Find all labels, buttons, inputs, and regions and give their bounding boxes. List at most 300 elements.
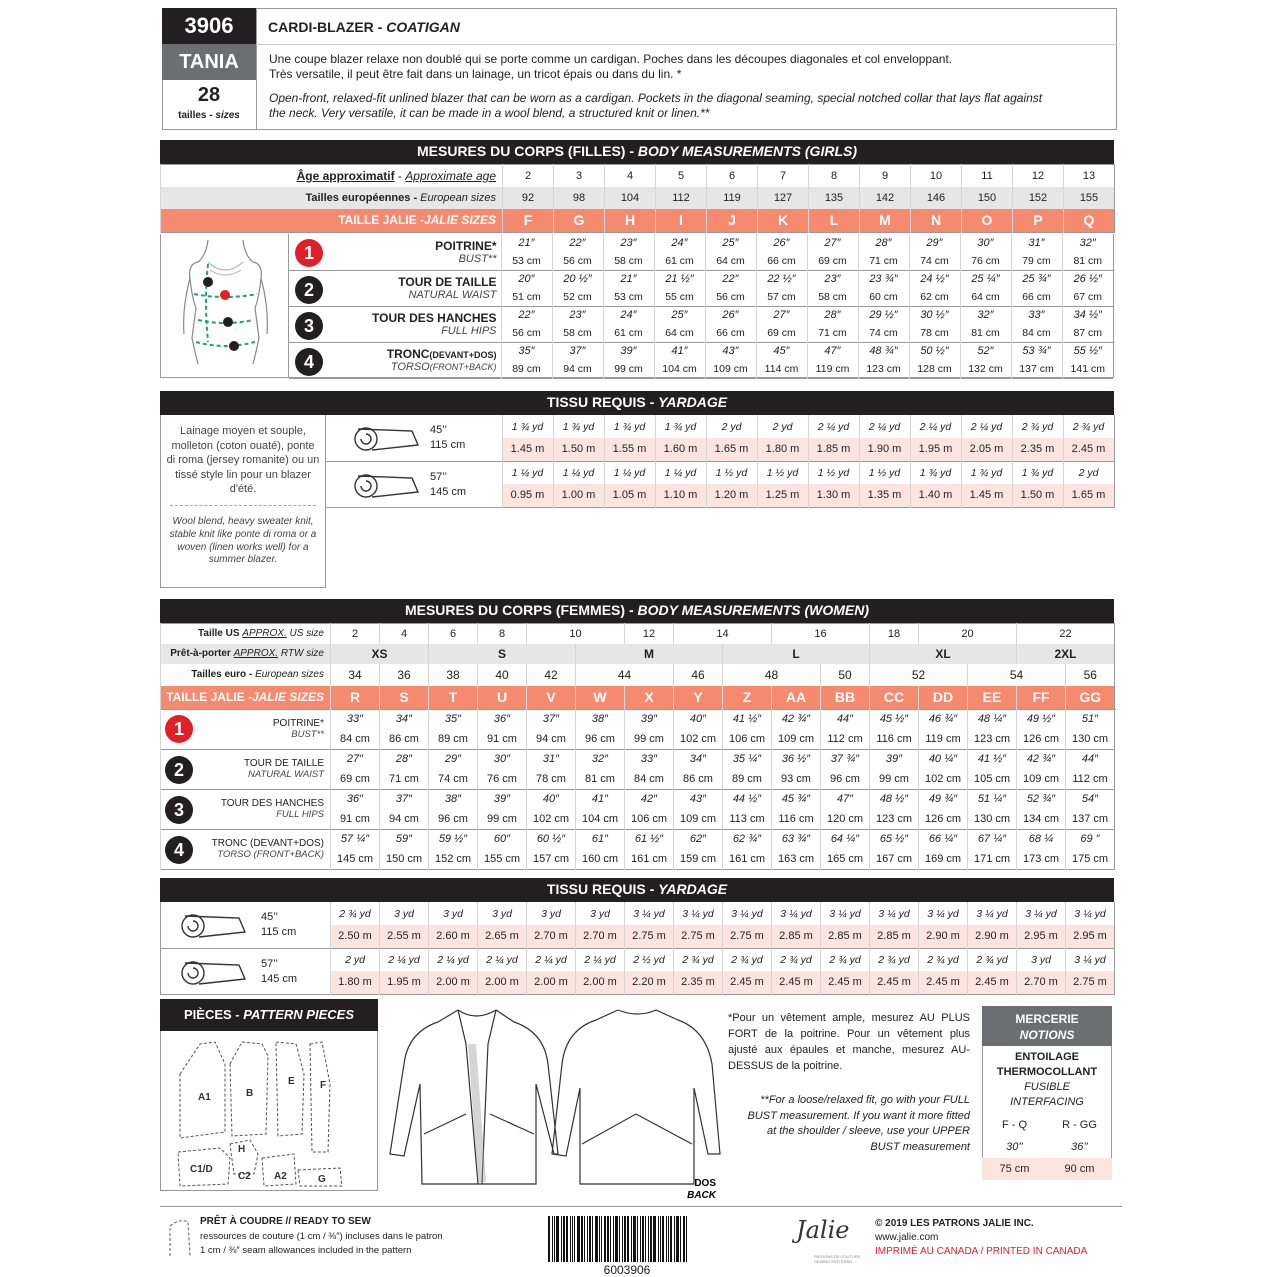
measure-cm: 87 cm bbox=[1062, 324, 1113, 342]
measure-inches: 26″ bbox=[756, 234, 807, 252]
measure-cm: 71 cm bbox=[858, 252, 909, 270]
measure-inches: 48 ¼″ bbox=[968, 709, 1017, 729]
website[interactable]: www.jalie.com bbox=[875, 1232, 939, 1243]
measure-inches: 38″ bbox=[576, 709, 625, 729]
measure-inches: 55 ½″ bbox=[1062, 342, 1113, 360]
measure-cm: 130 cm bbox=[1066, 729, 1115, 749]
eu-size: 50 bbox=[821, 664, 870, 686]
measure-inches: 44 ½″ bbox=[723, 789, 772, 809]
yardage-meters: 2.60 m bbox=[429, 925, 478, 948]
yardage-meters: 2.55 m bbox=[380, 925, 429, 948]
copyright: © 2019 LES PATRONS JALIE INC. bbox=[875, 1218, 1034, 1229]
measure-cm: 86 cm bbox=[380, 729, 429, 749]
measure-inches: 30 ½″ bbox=[909, 306, 960, 324]
measure-inches: 49 ½″ bbox=[1017, 709, 1066, 729]
measure-inches: 47″ bbox=[821, 789, 870, 809]
girls-measurements-bar: MESURES DU CORPS (FILLES) - BODY MEASUREMENTS (GIRLS) bbox=[160, 140, 1114, 164]
measure-cm: 66 cm bbox=[756, 252, 807, 270]
yardage-meters: 1.35 m bbox=[859, 484, 910, 507]
measure-inches: 21″ bbox=[603, 270, 654, 288]
measure-number-icon: 4 bbox=[295, 348, 323, 376]
us-size: 8 bbox=[478, 624, 527, 644]
fabric-width: 57’’ 145 cm bbox=[161, 948, 331, 994]
measure-inches: 36 ½″ bbox=[772, 749, 821, 769]
description-en: Open-front, relaxed-fit unlined blazer that can be worn as a cardigan. Pockets in the diagonal seaming, special notched collar that lays flat against the neck. Very versatile, it can be made in a wool blend, a structured knit or linen.** bbox=[269, 91, 1043, 120]
rtw-size: 2XL bbox=[1017, 644, 1115, 664]
seam-allowance-fr: ressources de couture (1 cm / ⅜″) incluses dans le patron bbox=[200, 1231, 443, 1242]
yardage-meters: 2.45 m bbox=[870, 971, 919, 994]
measure-cm: 150 cm bbox=[380, 849, 429, 869]
measure-inches: 36″ bbox=[478, 709, 527, 729]
jalie-size: FF bbox=[1017, 686, 1066, 710]
yardage-yards: 2 ¼ yd bbox=[910, 415, 961, 438]
measure-inches: 22″ bbox=[705, 270, 756, 288]
yardage-meters: 2.05 m bbox=[961, 438, 1012, 461]
piece-label-e: E bbox=[288, 1076, 295, 1087]
eu-size: 34 bbox=[331, 664, 380, 686]
measure-cm: 109 cm bbox=[1017, 769, 1066, 789]
measure-inches: 45 ½″ bbox=[870, 709, 919, 729]
size-row-label: Taille US APPROX. US size bbox=[161, 624, 331, 644]
fabric-note-en: Wool blend, heavy sweater knit, stable knit like ponte di roma or a woven (linen works well) for a summer blazer. bbox=[169, 516, 317, 566]
measure-cm: 159 cm bbox=[674, 849, 723, 869]
us-size: 20 bbox=[919, 624, 1017, 644]
fit-note-en: **For a loose/relaxed fit, go with your FULL BUST measurement. If you want it more fitted at the shoulder / sleeve, use your UPPER BUST measurement bbox=[747, 1094, 970, 1153]
measure-cm: 62 cm bbox=[909, 288, 960, 306]
measure-cm: 137 cm bbox=[1011, 360, 1062, 378]
measure-cm: 137 cm bbox=[1066, 809, 1115, 829]
measure-cm: 57 cm bbox=[756, 288, 807, 306]
measure-cm: 114 cm bbox=[756, 360, 807, 378]
measure-cm: 91 cm bbox=[478, 729, 527, 749]
girls-yardage-table bbox=[326, 415, 1115, 508]
measure-inches: 28″ bbox=[380, 749, 429, 769]
yardage-meters: 1.00 m bbox=[553, 484, 604, 507]
measure-cm: 74 cm bbox=[909, 252, 960, 270]
measure-inches: 28″ bbox=[807, 306, 858, 324]
yardage-yards: 2 ¼ yd bbox=[527, 948, 576, 971]
measure-inches: 43″ bbox=[705, 342, 756, 360]
measure-cm: 109 cm bbox=[674, 809, 723, 829]
measure-inches: 42 ¾″ bbox=[772, 709, 821, 729]
barcode bbox=[548, 1216, 706, 1262]
yardage-meters: 1.90 m bbox=[859, 438, 910, 461]
yardage-meters: 2.75 m bbox=[625, 925, 674, 948]
fabric-roll-icon bbox=[179, 912, 249, 940]
yardage-yards: 3 ¼ yd bbox=[1066, 948, 1115, 971]
jalie-size: S bbox=[380, 686, 429, 710]
measure-cm: 120 cm bbox=[821, 809, 870, 829]
measure-inches: 22″ bbox=[501, 306, 552, 324]
eu-size: 44 bbox=[576, 664, 674, 686]
measure-cm: 55 cm bbox=[654, 288, 705, 306]
measure-inches: 39″ bbox=[625, 709, 674, 729]
measure-inches: 24 ½″ bbox=[909, 270, 960, 288]
measure-cm: 109 cm bbox=[705, 360, 756, 378]
fabric-roll-icon bbox=[179, 959, 249, 987]
yardage-meters: 2.00 m bbox=[576, 971, 625, 994]
yardage-yards: 3 ¼ yd bbox=[1017, 902, 1066, 925]
us-size: 18 bbox=[870, 624, 919, 644]
back-label: DOS bbox=[694, 1178, 716, 1189]
fabric-width: 57’’ 145 cm bbox=[326, 461, 502, 507]
measure-cm: 123 cm bbox=[858, 360, 909, 378]
measure-inches: 60 ½″ bbox=[527, 829, 576, 849]
yardage-meters: 1.60 m bbox=[655, 438, 706, 461]
jalie-size: Z bbox=[723, 686, 772, 710]
measure-inches: 49 ¾″ bbox=[919, 789, 968, 809]
measure-cm: 102 cm bbox=[674, 729, 723, 749]
yardage-yards: 3 yd bbox=[1017, 948, 1066, 971]
measure-inches: 21 ½″ bbox=[654, 270, 705, 288]
measure-cm: 64 cm bbox=[960, 288, 1011, 306]
piece-label-h: H bbox=[238, 1144, 246, 1155]
measure-cm: 99 cm bbox=[870, 769, 919, 789]
measure-inches: 25″ bbox=[654, 306, 705, 324]
measure-label: 1 POITRINE* BUST** bbox=[289, 234, 501, 270]
yardage-yards: 3 ¼ yd bbox=[674, 902, 723, 925]
girls-measurements-table bbox=[289, 234, 1113, 379]
measure-cm: 116 cm bbox=[772, 809, 821, 829]
measure-cm: 71 cm bbox=[380, 769, 429, 789]
yardage-meters: 2.45 m bbox=[1063, 438, 1114, 461]
eu-size: 56 bbox=[1066, 664, 1115, 686]
eu-size: 38 bbox=[429, 664, 478, 686]
measure-inches: 45 ¾″ bbox=[772, 789, 821, 809]
measure-cm: 74 cm bbox=[429, 769, 478, 789]
yardage-yards: 1 ½ yd bbox=[757, 461, 808, 484]
measure-inches: 52 ¾″ bbox=[1017, 789, 1066, 809]
measure-cm: 173 cm bbox=[1017, 849, 1066, 869]
yardage-meters: 1.65 m bbox=[1063, 484, 1114, 507]
measure-inches: 43″ bbox=[674, 789, 723, 809]
measure-inches: 33″ bbox=[1011, 306, 1062, 324]
yardage-yards: 2 ¼ yd bbox=[859, 415, 910, 438]
measure-inches: 41 ½″ bbox=[968, 749, 1017, 769]
measure-cm: 161 cm bbox=[625, 849, 674, 869]
measure-inches: 31″ bbox=[527, 749, 576, 769]
measure-cm: 76 cm bbox=[478, 769, 527, 789]
piece-label-a2: A2 bbox=[274, 1171, 287, 1182]
yardage-yards: 3 yd bbox=[429, 902, 478, 925]
yardage-yards: 1 ¾ yd bbox=[655, 415, 706, 438]
measure-cm: 94 cm bbox=[380, 809, 429, 829]
measure-cm: 119 cm bbox=[919, 729, 968, 749]
women-measurements-bar: MESURES DU CORPS (FEMMES) - BODY MEASUREMENTS (WOMEN) bbox=[160, 599, 1114, 623]
measure-cm: 71 cm bbox=[807, 324, 858, 342]
measure-number-icon: 2 bbox=[295, 276, 323, 304]
yardage-yards: 3 ¼ yd bbox=[919, 902, 968, 925]
measure-cm: 69 cm bbox=[756, 324, 807, 342]
measure-inches: 34″ bbox=[380, 709, 429, 729]
measure-inches: 39″ bbox=[870, 749, 919, 769]
jalie-size: BB bbox=[821, 686, 870, 710]
us-size: 12 bbox=[625, 624, 674, 644]
yardage-yards: 3 yd bbox=[527, 902, 576, 925]
pattern-name: TANIA bbox=[162, 44, 256, 80]
eu-size: 42 bbox=[527, 664, 576, 686]
measure-inches: 54″ bbox=[1066, 789, 1115, 809]
measure-cm: 61 cm bbox=[603, 324, 654, 342]
yardage-meters: 2.70 m bbox=[576, 925, 625, 948]
jalie-size: R bbox=[331, 686, 380, 710]
piece-label-g: G bbox=[318, 1174, 326, 1185]
measure-cm: 155 cm bbox=[478, 849, 527, 869]
yardage-yards: 2 yd bbox=[331, 948, 380, 971]
rtw-size: S bbox=[429, 644, 576, 664]
measure-cm: 128 cm bbox=[909, 360, 960, 378]
measure-cm: 81 cm bbox=[576, 769, 625, 789]
fit-note-fr: *Pour un vêtement ample, mesurez AU PLUS FORT de la poitrine. Pour un vêtement plus ajusté aux épaules et manche, mesurez AU-DESSUS de la poitrine. bbox=[728, 1012, 970, 1072]
yardage-meters: 2.50 m bbox=[331, 925, 380, 948]
measure-cm: 105 cm bbox=[968, 769, 1017, 789]
measure-cm: 79 cm bbox=[1011, 252, 1062, 270]
measure-cm: 74 cm bbox=[858, 324, 909, 342]
rtw-size: XL bbox=[870, 644, 1017, 664]
measure-inches: 40″ bbox=[674, 709, 723, 729]
seam-allowance-icon bbox=[166, 1216, 194, 1260]
jalie-size: Y bbox=[674, 686, 723, 710]
measure-cm: 96 cm bbox=[576, 729, 625, 749]
measure-inches: 66 ¼″ bbox=[919, 829, 968, 849]
yardage-yards: 1 ½ yd bbox=[859, 461, 910, 484]
yardage-meters: 1.85 m bbox=[808, 438, 859, 461]
yardage-yards: 1 ¾ yd bbox=[910, 461, 961, 484]
measure-label: 4 TRONC(DEVANT+DOS) TORSO(FRONT+BACK) bbox=[289, 342, 501, 378]
yardage-meters: 1.30 m bbox=[808, 484, 859, 507]
measure-cm: 161 cm bbox=[723, 849, 772, 869]
piece-label-f: F bbox=[320, 1080, 327, 1091]
yardage-yards: 2 ¾ yd bbox=[331, 902, 380, 925]
yardage-yards: 3 ¼ yd bbox=[772, 902, 821, 925]
measure-inches: 40″ bbox=[527, 789, 576, 809]
measure-inches: 28″ bbox=[858, 234, 909, 252]
measure-inches: 63 ¾″ bbox=[772, 829, 821, 849]
measure-inches: 53 ¾″ bbox=[1011, 342, 1062, 360]
jalie-sizes-label: TAILLE JALIE -JALIE SIZES bbox=[161, 686, 331, 710]
size-row-label: Prêt-à-porter APPROX. RTW size bbox=[161, 644, 331, 664]
measure-cm: 104 cm bbox=[576, 809, 625, 829]
rtw-size: M bbox=[576, 644, 723, 664]
measure-cm: 52 cm bbox=[552, 288, 603, 306]
measure-label: 1 POITRINE* BUST** bbox=[161, 709, 331, 749]
piece-label-a1: A1 bbox=[198, 1092, 211, 1103]
eu-size: 52 bbox=[870, 664, 968, 686]
notions-title: MERCERIE NOTIONS bbox=[982, 1006, 1112, 1046]
measure-cm: 175 cm bbox=[1066, 849, 1115, 869]
measure-cm: 109 cm bbox=[772, 729, 821, 749]
measure-inches: 23″ bbox=[807, 270, 858, 288]
measure-cm: 66 cm bbox=[1011, 288, 1062, 306]
fabric-note-fr: Lainage moyen et souple, molleton (coton ouaté), ponte di roma (jersey romanite) ou un tissé style lin pour un blazer d'été. bbox=[166, 425, 320, 495]
measure-cm: 126 cm bbox=[1017, 729, 1066, 749]
yardage-meters: 1.95 m bbox=[380, 971, 429, 994]
yardage-meters: 2.70 m bbox=[527, 925, 576, 948]
us-size: 2 bbox=[331, 624, 380, 644]
measure-cm: 93 cm bbox=[772, 769, 821, 789]
eu-size: 48 bbox=[723, 664, 821, 686]
measure-cm: 81 cm bbox=[960, 324, 1011, 342]
yardage-yards: 3 yd bbox=[380, 902, 429, 925]
yardage-meters: 1.50 m bbox=[553, 438, 604, 461]
yardage-meters: 2.75 m bbox=[723, 925, 772, 948]
measure-cm: 64 cm bbox=[705, 252, 756, 270]
barcode-number: 6003906 bbox=[603, 1263, 651, 1277]
measure-cm: 119 cm bbox=[807, 360, 858, 378]
measure-cm: 84 cm bbox=[331, 729, 380, 749]
yardage-yards: 2 ¾ yd bbox=[1063, 415, 1114, 438]
measure-inches: 62 ¾″ bbox=[723, 829, 772, 849]
girls-yardage-bar: TISSU REQUIS - YARDAGE bbox=[160, 391, 1114, 415]
yardage-yards: 1 ¾ yd bbox=[1012, 461, 1063, 484]
yardage-yards: 3 ¼ yd bbox=[821, 902, 870, 925]
yardage-meters: 1.05 m bbox=[604, 484, 655, 507]
ready-to-sew: PRÊT À COUDRE // READY TO SEW bbox=[200, 1216, 371, 1227]
measure-number-icon: 2 bbox=[165, 756, 193, 784]
us-size: 6 bbox=[429, 624, 478, 644]
measure-label: 2 TOUR DE TAILLE NATURAL WAIST bbox=[289, 270, 501, 306]
measure-inches: 20 ½″ bbox=[552, 270, 603, 288]
yardage-yards: 3 ¼ yd bbox=[968, 902, 1017, 925]
measure-cm: 99 cm bbox=[478, 809, 527, 829]
measure-cm: 157 cm bbox=[527, 849, 576, 869]
women-size-table bbox=[160, 623, 1115, 710]
yardage-yards: 1 ¾ yd bbox=[604, 415, 655, 438]
yardage-meters: 2.35 m bbox=[1012, 438, 1063, 461]
yardage-yards: 2 ¾ yd bbox=[870, 948, 919, 971]
measure-cm: 86 cm bbox=[674, 769, 723, 789]
jalie-logo: Jalie bbox=[796, 1216, 850, 1244]
yardage-meters: 1.10 m bbox=[655, 484, 706, 507]
jalie-size: V bbox=[527, 686, 576, 710]
measure-inches: 38″ bbox=[429, 789, 478, 809]
measure-inches: 25 ¼″ bbox=[960, 270, 1011, 288]
measure-cm: 126 cm bbox=[919, 809, 968, 829]
measure-inches: 35″ bbox=[429, 709, 478, 729]
yardage-meters: 1.95 m bbox=[910, 438, 961, 461]
measure-cm: 112 cm bbox=[1066, 769, 1115, 789]
yardage-meters: 1.80 m bbox=[757, 438, 808, 461]
measure-cm: 99 cm bbox=[625, 729, 674, 749]
yardage-meters: 2.00 m bbox=[527, 971, 576, 994]
yardage-yards: 3 yd bbox=[478, 902, 527, 925]
measure-inches: 35 ¼″ bbox=[723, 749, 772, 769]
measure-inches: 44″ bbox=[821, 709, 870, 729]
measure-cm: 169 cm bbox=[919, 849, 968, 869]
measure-inches: 64 ¼″ bbox=[821, 829, 870, 849]
yardage-meters: 2.00 m bbox=[478, 971, 527, 994]
measure-inches: 30″ bbox=[960, 234, 1011, 252]
measure-inches: 24″ bbox=[603, 306, 654, 324]
yardage-yards: 2 ¼ yd bbox=[429, 948, 478, 971]
pattern-pieces-drawing bbox=[170, 1034, 370, 1188]
yardage-yards: 2 ¾ yd bbox=[919, 948, 968, 971]
yardage-meters: 2.95 m bbox=[1017, 925, 1066, 948]
measure-cm: 81 cm bbox=[1062, 252, 1113, 270]
measure-inches: 67 ¼″ bbox=[968, 829, 1017, 849]
yardage-yards: 2 ¾ yd bbox=[968, 948, 1017, 971]
pattern-pieces-bar: PIÈCES - PATTERN PIECES bbox=[160, 999, 378, 1031]
measure-cm: 56 cm bbox=[705, 288, 756, 306]
yardage-meters: 1.20 m bbox=[706, 484, 757, 507]
measure-inches: 42″ bbox=[625, 789, 674, 809]
piece-label-c2: C2 bbox=[238, 1171, 251, 1182]
measure-cm: 66 cm bbox=[705, 324, 756, 342]
measure-inches: 69 ″ bbox=[1066, 829, 1115, 849]
yardage-meters: 1.45 m bbox=[961, 484, 1012, 507]
measure-inches: 57 ¼″ bbox=[331, 829, 380, 849]
measure-inches: 51″ bbox=[1066, 709, 1115, 729]
measure-inches: 22 ½″ bbox=[756, 270, 807, 288]
yardage-yards: 1 ½ yd bbox=[808, 461, 859, 484]
yardage-meters: 1.65 m bbox=[706, 438, 757, 461]
women-measurements-table bbox=[160, 709, 1115, 870]
measure-inches: 36″ bbox=[331, 789, 380, 809]
notions-item: ENTOILAGE THERMOCOLLANT FUSIBLE INTERFACING bbox=[996, 1051, 1098, 1108]
measure-inches: 35″ bbox=[501, 342, 552, 360]
yardage-meters: 1.40 m bbox=[910, 484, 961, 507]
jalie-size: X bbox=[625, 686, 674, 710]
measure-inches: 29″ bbox=[909, 234, 960, 252]
measure-cm: 104 cm bbox=[654, 360, 705, 378]
measure-cm: 67 cm bbox=[1062, 288, 1113, 306]
description-fr: Une coupe blazer relaxe non doublé qui se porte comme un cardigan. Poches dans les découpes diagonales et col enveloppant. Très versatile, il peut être fait dans un lainage, un tricot épais ou dans du lin. * bbox=[269, 52, 953, 81]
yardage-yards: 2 yd bbox=[757, 415, 808, 438]
measure-inches: 46 ¾″ bbox=[919, 709, 968, 729]
measure-inches: 48 ¾″ bbox=[858, 342, 909, 360]
yardage-meters: 2.00 m bbox=[429, 971, 478, 994]
measure-inches: 61″ bbox=[576, 829, 625, 849]
measure-cm: 106 cm bbox=[723, 729, 772, 749]
yardage-meters: 2.45 m bbox=[723, 971, 772, 994]
yardage-yards: 3 ¼ yd bbox=[1066, 902, 1115, 925]
measure-inches: 25 ¾″ bbox=[1011, 270, 1062, 288]
measure-cm: 134 cm bbox=[1017, 809, 1066, 829]
measure-cm: 130 cm bbox=[968, 809, 1017, 829]
measure-inches: 62″ bbox=[674, 829, 723, 849]
fabric-roll-icon bbox=[352, 472, 422, 500]
measure-number-icon: 1 bbox=[165, 715, 193, 743]
measure-cm: 61 cm bbox=[654, 252, 705, 270]
measure-inches: 23 ¾″ bbox=[858, 270, 909, 288]
measure-inches: 24″ bbox=[654, 234, 705, 252]
measure-inches: 37″ bbox=[527, 709, 576, 729]
measure-inches: 61 ½″ bbox=[625, 829, 674, 849]
measure-inches: 27″ bbox=[331, 749, 380, 769]
measure-inches: 51 ¼″ bbox=[968, 789, 1017, 809]
measure-inches: 44″ bbox=[1066, 749, 1115, 769]
eu-size: 40 bbox=[478, 664, 527, 686]
yardage-yards: 1 ½ yd bbox=[706, 461, 757, 484]
measure-cm: 64 cm bbox=[654, 324, 705, 342]
measure-inches: 26″ bbox=[705, 306, 756, 324]
measure-inches: 37″ bbox=[380, 789, 429, 809]
yardage-yards: 2 ¼ yd bbox=[380, 948, 429, 971]
measure-inches: 33″ bbox=[625, 749, 674, 769]
measure-inches: 33″ bbox=[331, 709, 380, 729]
notions-table: F - Q R - GG 30’’ 36’’ 75 cm 90 cm bbox=[982, 1114, 1112, 1180]
measure-inches: 68 ¼ bbox=[1017, 829, 1066, 849]
measure-cm: 163 cm bbox=[772, 849, 821, 869]
measure-cm: 78 cm bbox=[909, 324, 960, 342]
measure-cm: 78 cm bbox=[527, 769, 576, 789]
yardage-yards: 2 ½ yd bbox=[625, 948, 674, 971]
yardage-meters: 2.20 m bbox=[625, 971, 674, 994]
measure-cm: 141 cm bbox=[1062, 360, 1113, 378]
measure-inches: 32″ bbox=[960, 306, 1011, 324]
yardage-yards: 1 ¾ yd bbox=[961, 461, 1012, 484]
measure-inches: 59 ½″ bbox=[429, 829, 478, 849]
